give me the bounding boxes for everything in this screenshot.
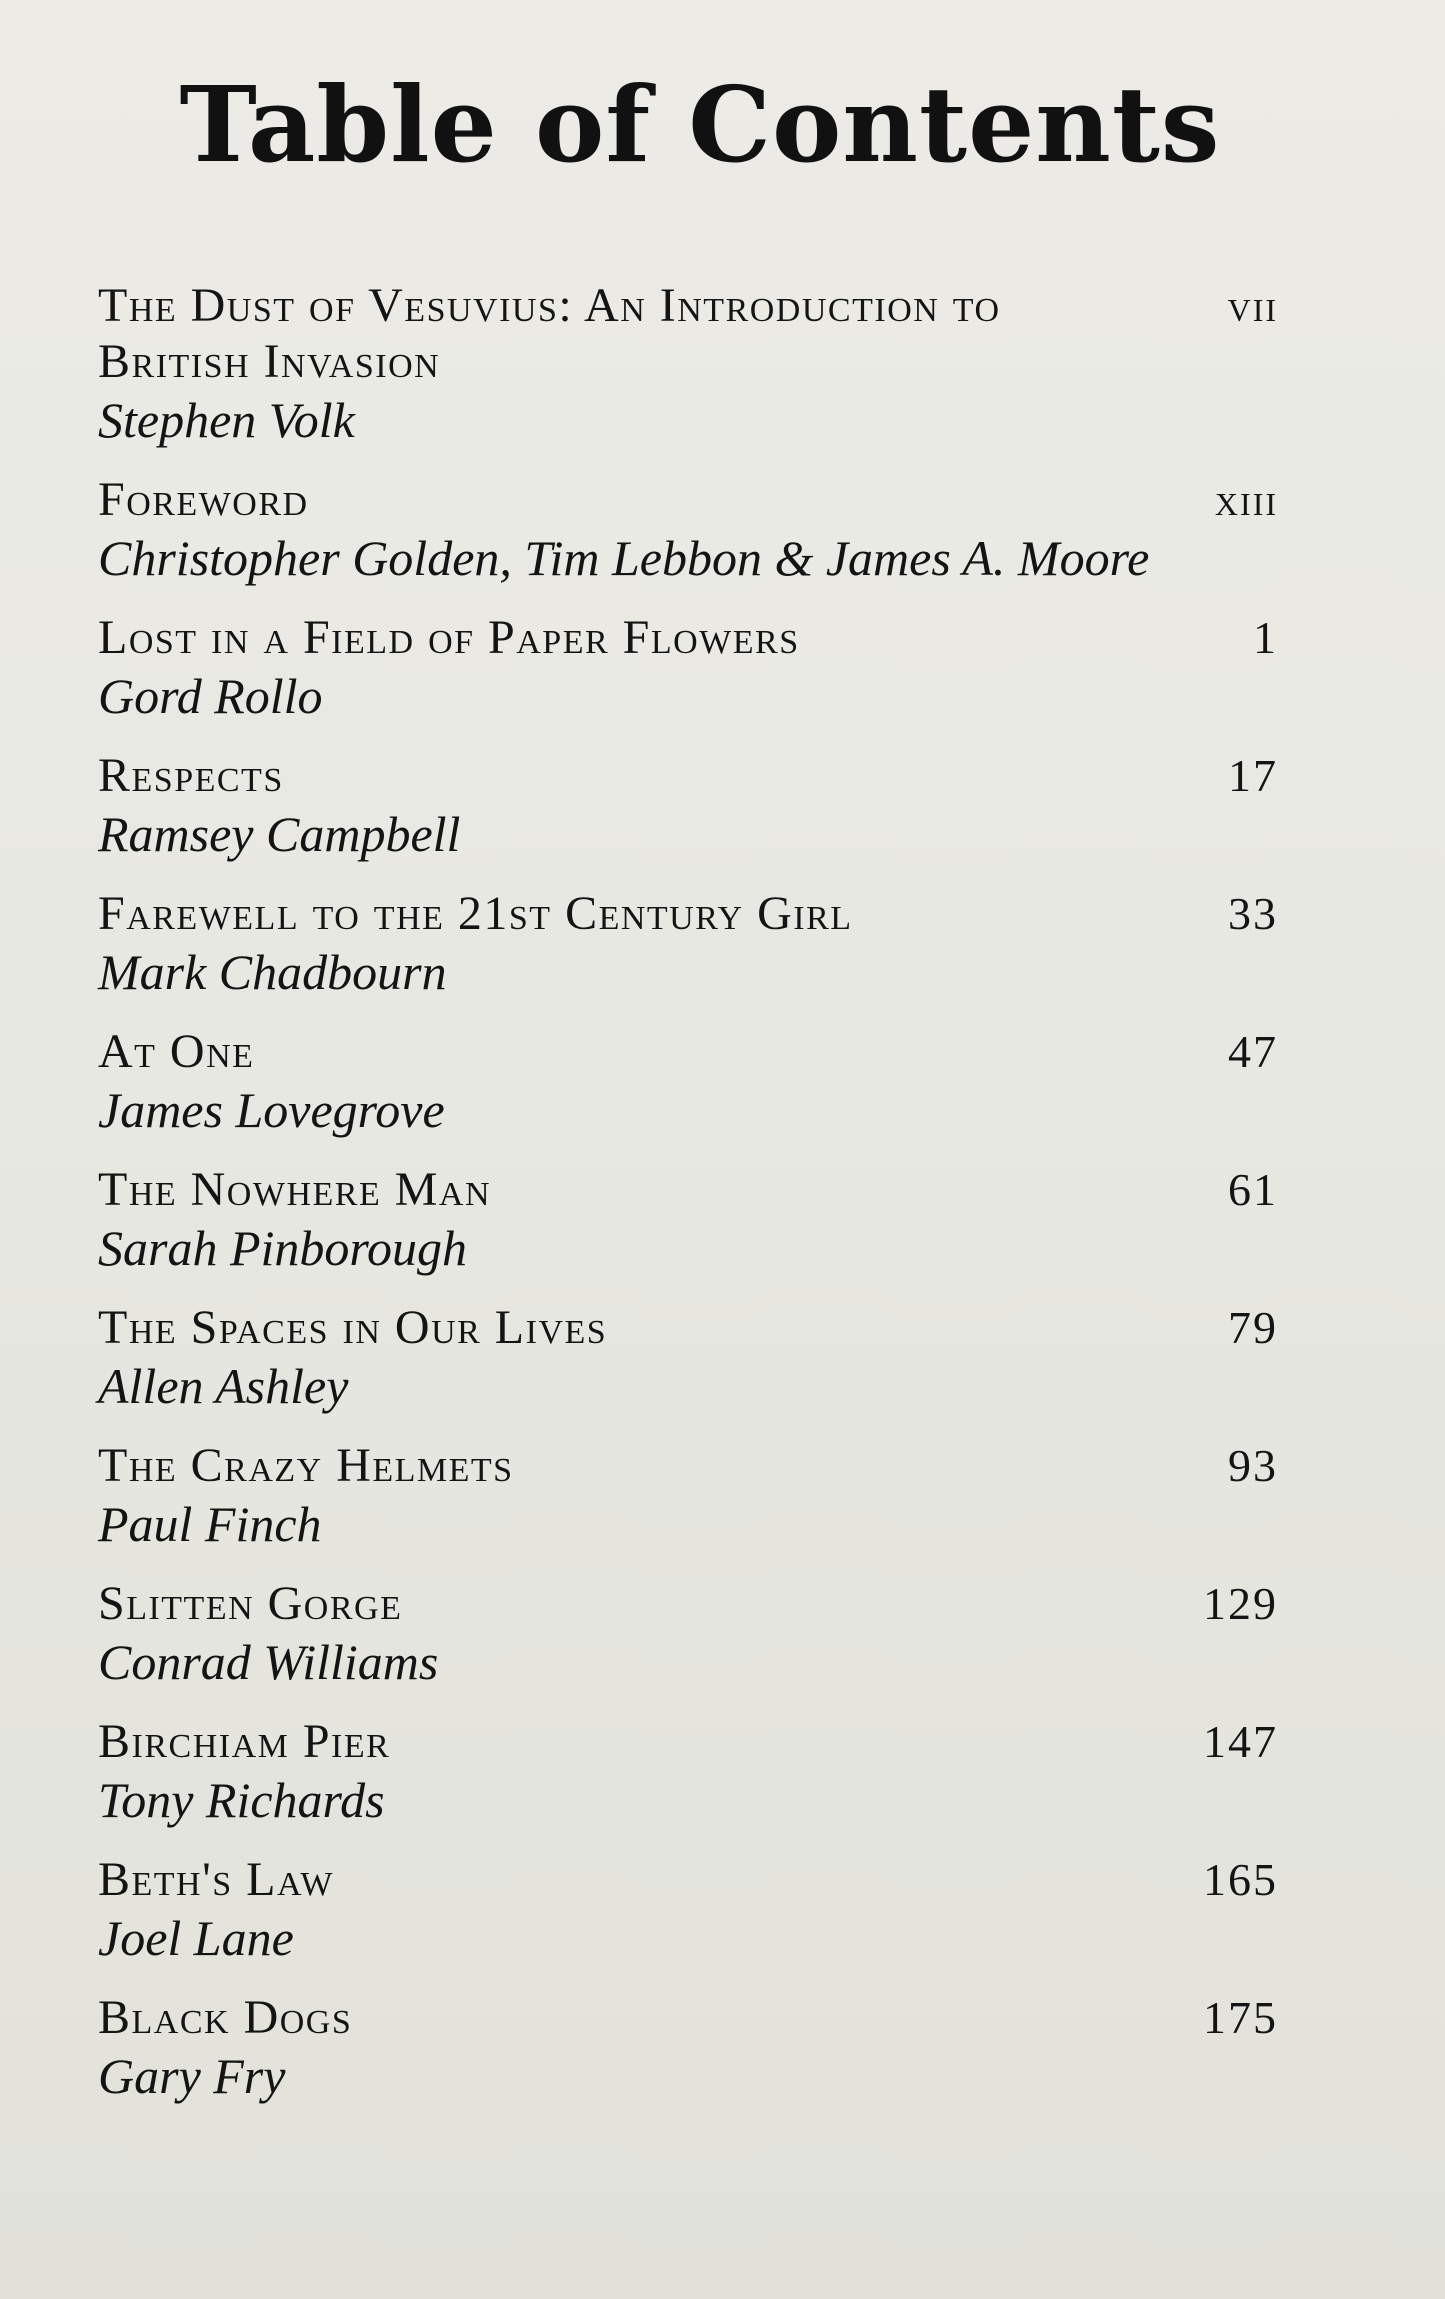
toc-entry xyxy=(98,472,1278,588)
toc-entry xyxy=(98,886,1278,1002)
toc-entry xyxy=(98,1162,1278,1278)
page-title: Table of Contents xyxy=(179,63,1221,186)
entry-title: The Crazy Helmets xyxy=(98,1439,514,1492)
entry-page-number: 33 xyxy=(1228,888,1278,939)
entry-title: The Dust of Vesuvius: An Introduction to British Invasion xyxy=(98,279,1001,388)
entry-title: Foreword xyxy=(98,473,309,526)
entry-author: Christopher Golden, Tim Lebbon & James A. Moore xyxy=(98,530,1150,586)
toc-list xyxy=(98,278,1278,2128)
entry-author: Allen Ashley xyxy=(98,1358,349,1414)
toc-entry xyxy=(98,610,1278,726)
entry-author: Gary Fry xyxy=(98,2048,286,2104)
entry-title: The Spaces in Our Lives xyxy=(98,1301,608,1354)
entry-page-number: 17 xyxy=(1228,750,1278,801)
entry-page-number: 147 xyxy=(1203,1716,1278,1767)
toc-entry xyxy=(98,278,1278,450)
entry-title: At One xyxy=(98,1025,255,1078)
entry-title: Birchiam Pier xyxy=(98,1715,391,1768)
entry-title: Black Dogs xyxy=(98,1991,353,2044)
toc-entry xyxy=(98,748,1278,864)
entry-author: Conrad Williams xyxy=(98,1634,439,1690)
entry-author: Tony Richards xyxy=(98,1772,385,1828)
entry-page-number: 175 xyxy=(1203,1992,1278,2043)
entry-title: Respects xyxy=(98,749,284,802)
entry-page-number: xiii xyxy=(1214,474,1278,525)
entry-page-number: 79 xyxy=(1228,1302,1278,1353)
toc-entry xyxy=(98,1024,1278,1140)
entry-title: Farewell to the 21st Century Girl xyxy=(98,887,853,940)
entry-author: Paul Finch xyxy=(98,1496,322,1552)
entry-author: Stephen Volk xyxy=(98,392,355,448)
toc-entry xyxy=(98,1990,1278,2106)
entry-title: Beth's Law xyxy=(98,1853,334,1906)
entry-author: Joel Lane xyxy=(98,1910,294,1966)
entry-page-number: 93 xyxy=(1228,1440,1278,1491)
entry-page-number: vii xyxy=(1227,280,1278,331)
entry-page-number: 47 xyxy=(1228,1026,1278,1077)
entry-author: Ramsey Campbell xyxy=(98,806,461,862)
toc-entry xyxy=(98,1852,1278,1968)
toc-entry xyxy=(98,1300,1278,1416)
entry-title: Slitten Gorge xyxy=(98,1577,403,1630)
entry-page-number: 129 xyxy=(1203,1578,1278,1629)
entry-page-number: 165 xyxy=(1203,1854,1278,1905)
toc-entry xyxy=(98,1576,1278,1692)
entry-author: Sarah Pinborough xyxy=(98,1220,467,1276)
toc-entry xyxy=(98,1714,1278,1830)
entry-title: The Nowhere Man xyxy=(98,1163,492,1216)
toc-entry xyxy=(98,1438,1278,1554)
entry-page-number: 61 xyxy=(1228,1164,1278,1215)
entry-author: Mark Chadbourn xyxy=(98,944,447,1000)
entry-page-number: 1 xyxy=(1253,612,1278,663)
entry-author: Gord Rollo xyxy=(98,668,323,724)
entry-author: James Lovegrove xyxy=(98,1082,445,1138)
entry-title: Lost in a Field of Paper Flowers xyxy=(98,611,800,664)
